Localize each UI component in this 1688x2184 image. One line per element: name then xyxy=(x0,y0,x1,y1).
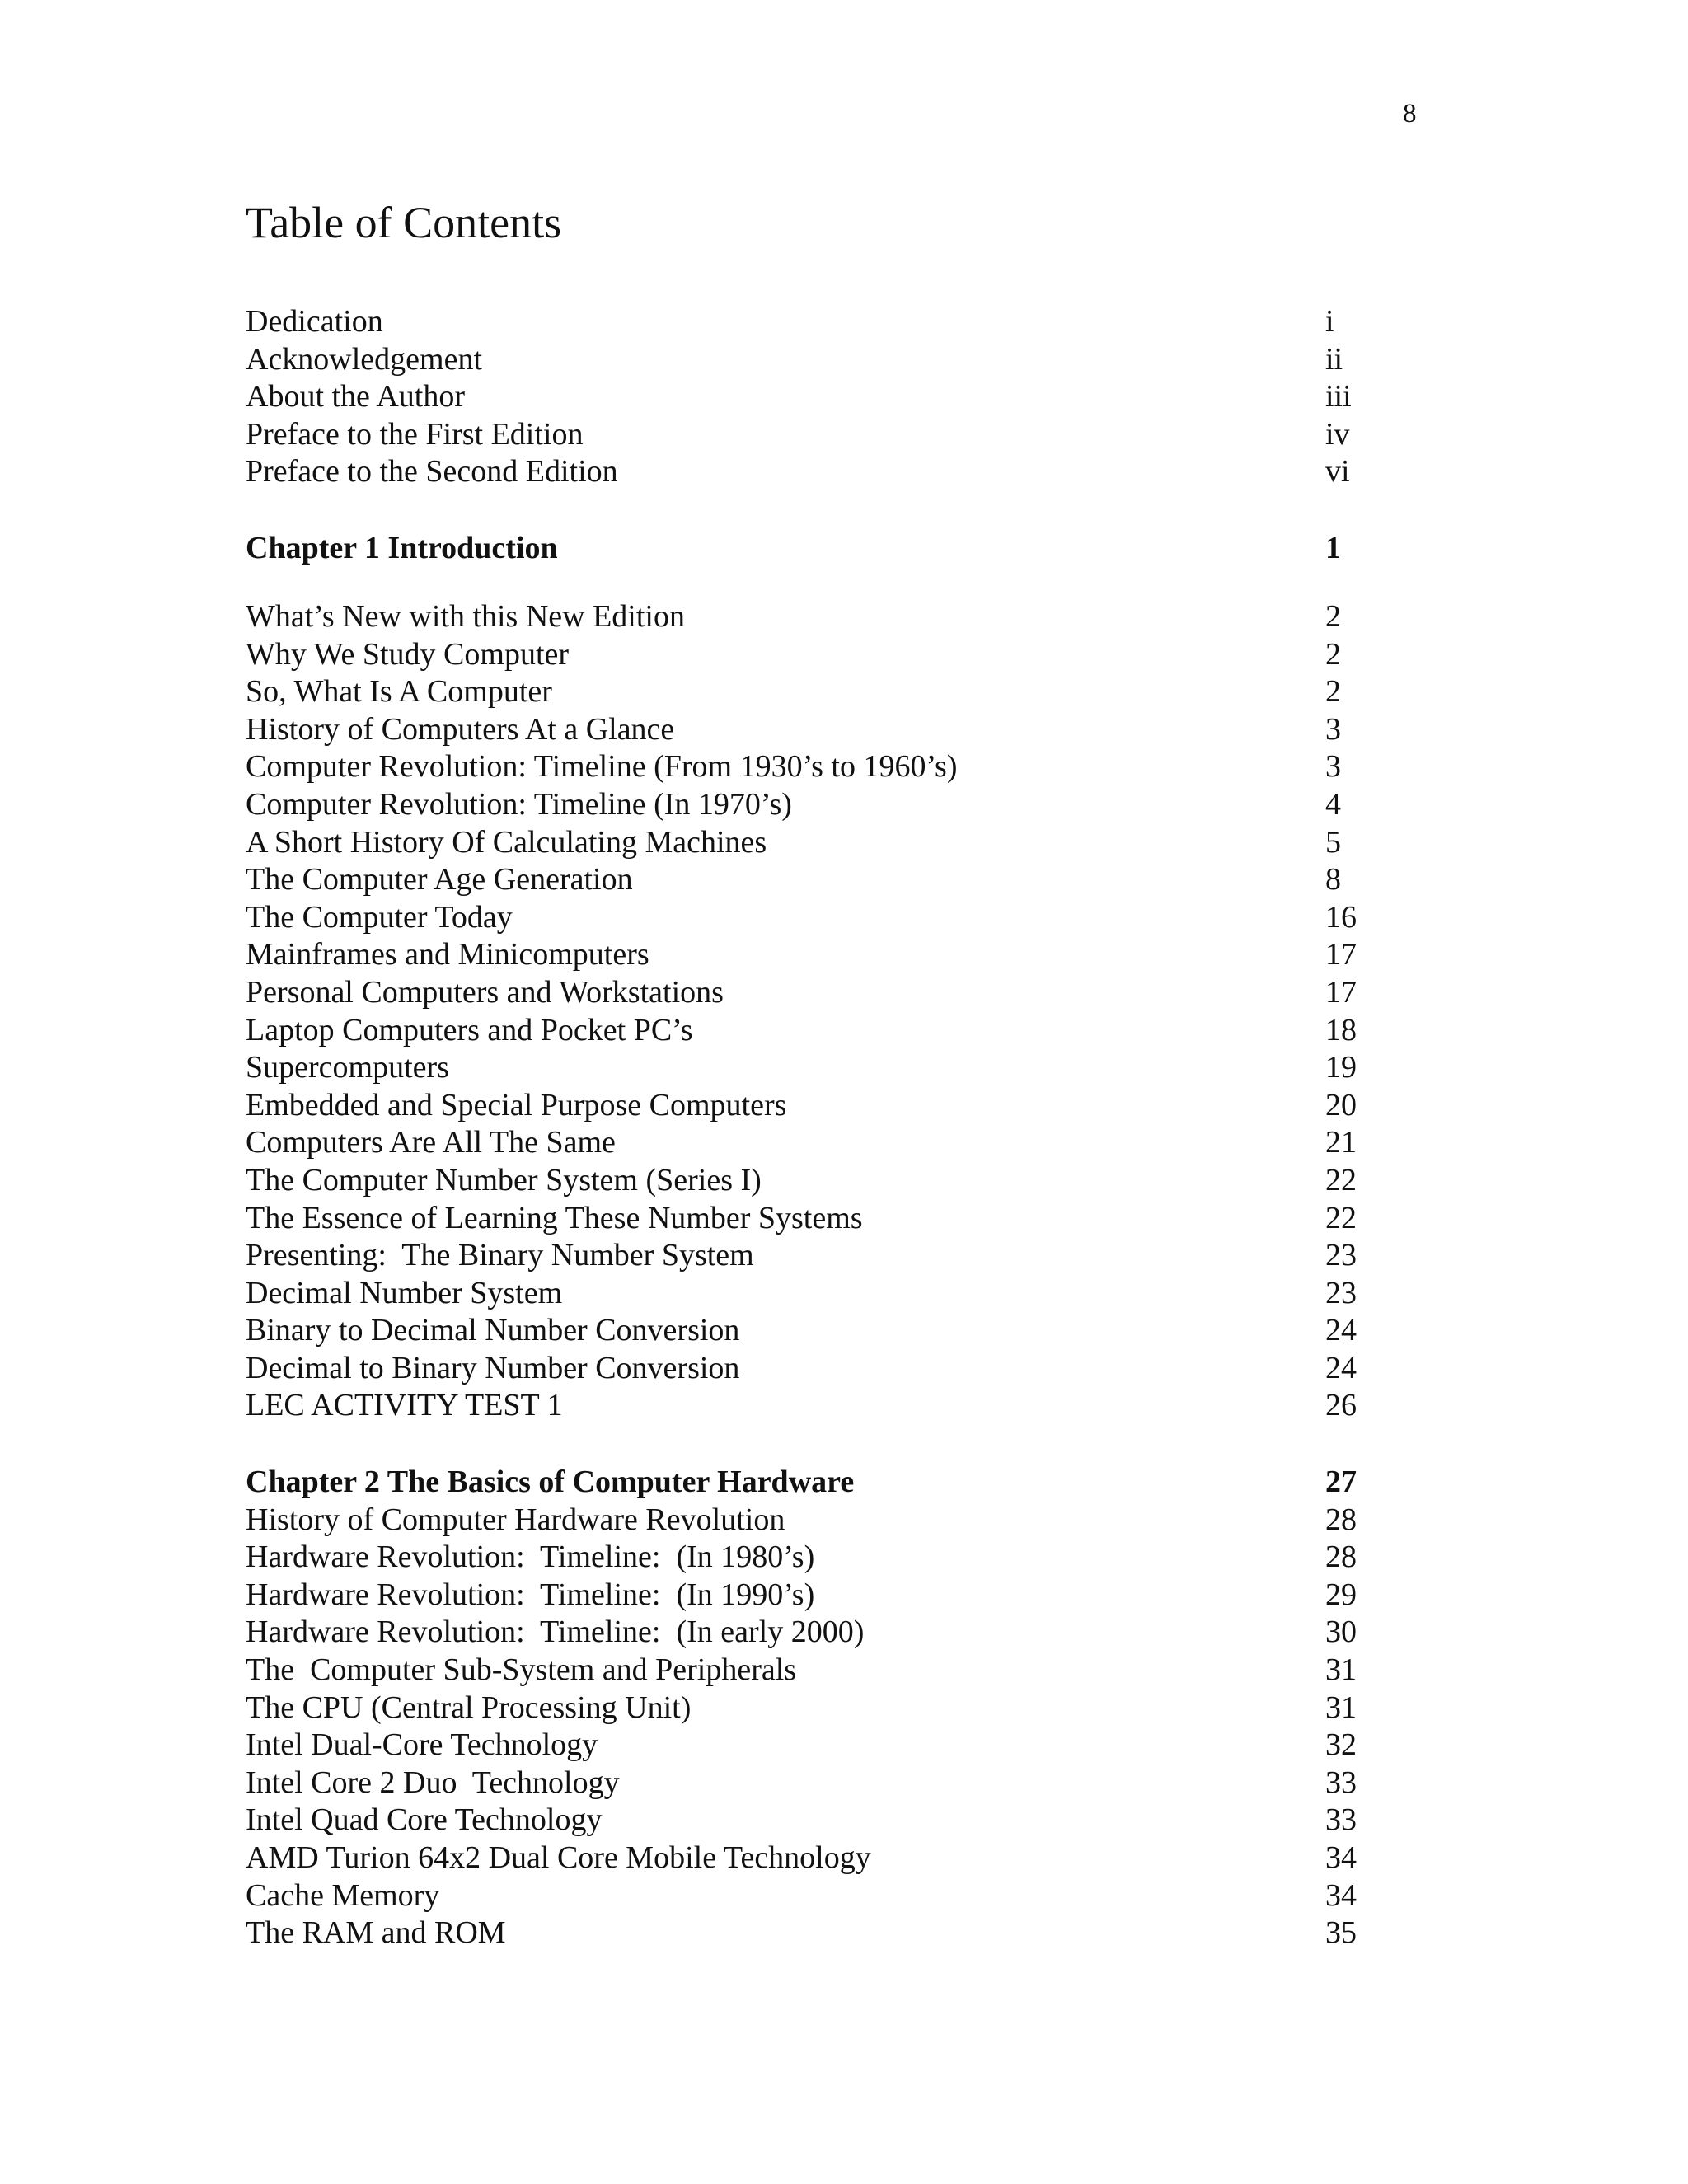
chapter-heading-page: 1 xyxy=(1325,531,1341,565)
toc-entry xyxy=(246,1049,1400,1087)
toc-entry-label: Laptop Computers and Pocket PC’s xyxy=(246,1012,693,1047)
toc-entry xyxy=(246,711,1400,749)
toc-entry-page: 34 xyxy=(1325,1840,1357,1875)
toc-entry-label: Preface to the First Edition xyxy=(246,416,584,452)
toc-entry-page: vi xyxy=(1325,454,1350,490)
toc-entry xyxy=(246,378,1400,416)
toc-entry-label: About the Author xyxy=(246,379,465,415)
toc-entry-label: Cache Memory xyxy=(246,1877,440,1913)
toc-entry-label: Dedication xyxy=(246,304,383,339)
toc-entry-page: 34 xyxy=(1325,1877,1357,1913)
toc-entry xyxy=(246,1877,1400,1915)
toc-entry-page: ii xyxy=(1325,341,1343,377)
toc-entry-page: 23 xyxy=(1325,1238,1357,1273)
toc-entry-page: i xyxy=(1325,304,1334,339)
chapter-heading-label: Chapter 2 The Basics of Computer Hardware xyxy=(246,1465,855,1499)
toc-entry-page: 17 xyxy=(1325,937,1357,972)
toc-entry-page: 33 xyxy=(1325,1765,1357,1800)
toc-entry xyxy=(246,1652,1400,1690)
toc-entry-page: 28 xyxy=(1325,1502,1357,1537)
chapter-1-heading-block xyxy=(246,530,1400,568)
toc-entry-label: The Computer Age Generation xyxy=(246,862,633,898)
toc-entry xyxy=(246,1915,1400,1952)
toc-entry-label: The RAM and ROM xyxy=(246,1915,506,1951)
toc-entry-label: A Short History Of Calculating Machines xyxy=(246,824,767,860)
toc-entry-page: 2 xyxy=(1325,674,1341,710)
toc-entry xyxy=(246,748,1400,786)
toc-entry-page: 2 xyxy=(1325,599,1341,634)
toc-entry-page: 4 xyxy=(1325,786,1341,822)
toc-entry-page: 32 xyxy=(1325,1727,1357,1763)
toc-entry-label: The Computer Number System (Series I) xyxy=(246,1162,762,1197)
toc-entry xyxy=(246,1162,1400,1200)
toc-entry-page: 22 xyxy=(1325,1200,1357,1235)
toc-entry-label: Mainframes and Minicomputers xyxy=(246,937,649,972)
toc-entry xyxy=(246,1200,1400,1238)
toc-entry-label: Computer Revolution: Timeline (From 1930’s to 1960’s) xyxy=(246,749,958,785)
toc-entry-label: Acknowledgement xyxy=(246,341,483,377)
toc-entry-label: Hardware Revolution: Timeline: (In 1980’s) xyxy=(246,1540,815,1575)
toc-entry xyxy=(246,673,1400,711)
toc-entry xyxy=(246,899,1400,937)
chapter-heading xyxy=(246,1464,1400,1502)
toc-entry-page: 20 xyxy=(1325,1087,1357,1122)
toc-entry-label: Hardware Revolution: Timeline: (In early 2000) xyxy=(246,1615,865,1650)
chapter-2-block xyxy=(246,1464,1400,1952)
toc-entry xyxy=(246,303,1400,341)
toc-entry-label: Decimal Number System xyxy=(246,1275,563,1310)
toc-entry-label: The Essence of Learning These Number Systems xyxy=(246,1200,863,1235)
toc-entry xyxy=(246,1502,1400,1540)
toc-entry-page: 2 xyxy=(1325,636,1341,672)
toc-entry-page: 30 xyxy=(1325,1615,1357,1650)
toc-entry-label: Intel Dual-Core Technology xyxy=(246,1727,598,1763)
toc-entry-page: iv xyxy=(1325,416,1350,452)
toc-entry-page: 8 xyxy=(1325,862,1341,898)
toc-entry-label: Binary to Decimal Number Conversion xyxy=(246,1313,740,1348)
toc-entry-label: Personal Computers and Workstations xyxy=(246,974,724,1010)
toc-entry-page: 31 xyxy=(1325,1652,1357,1687)
chapter-heading xyxy=(246,530,1400,568)
toc-entry-label: LEC ACTIVITY TEST 1 xyxy=(246,1388,563,1423)
toc-entry xyxy=(246,1312,1400,1350)
toc-entry xyxy=(246,636,1400,674)
toc-entry xyxy=(246,1012,1400,1050)
page-number: 8 xyxy=(1403,99,1417,129)
toc-entry xyxy=(246,341,1400,379)
toc-entry-page: 17 xyxy=(1325,974,1357,1010)
toc-entry xyxy=(246,974,1400,1012)
toc-entry xyxy=(246,1690,1400,1727)
toc-entry xyxy=(246,1350,1400,1388)
toc-entry xyxy=(246,598,1400,636)
toc-entry-page: 28 xyxy=(1325,1540,1357,1575)
toc-entry xyxy=(246,1614,1400,1652)
toc-entry-page: 21 xyxy=(1325,1125,1357,1160)
toc-entry-label: Computers Are All The Same xyxy=(246,1125,616,1160)
toc-entry-label: Presenting: The Binary Number System xyxy=(246,1238,754,1273)
toc-entry-label: Preface to the Second Edition xyxy=(246,454,618,490)
toc-entry-label: Decimal to Binary Number Conversion xyxy=(246,1350,740,1385)
toc-entry-page: 35 xyxy=(1325,1915,1357,1951)
toc-entry-label: Embedded and Special Purpose Computers xyxy=(246,1087,787,1122)
toc-entry xyxy=(246,453,1400,491)
toc-entry-page: 31 xyxy=(1325,1690,1357,1725)
page-title: Table of Contents xyxy=(246,198,562,247)
toc-entry xyxy=(246,1802,1400,1840)
toc-entry xyxy=(246,861,1400,899)
toc-entry xyxy=(246,1124,1400,1162)
toc-entry-label: Intel Core 2 Duo Technology xyxy=(246,1765,620,1800)
toc-entry xyxy=(246,1765,1400,1802)
chapter-heading-page: 27 xyxy=(1325,1465,1357,1499)
toc-entry-page: iii xyxy=(1325,379,1352,415)
toc-entry-label: The Computer Sub-System and Peripherals xyxy=(246,1652,797,1687)
toc-entry-label: The CPU (Central Processing Unit) xyxy=(246,1690,692,1725)
toc-entry-page: 23 xyxy=(1325,1275,1357,1310)
chapter-heading-label: Chapter 1 Introduction xyxy=(246,531,558,565)
toc-entry-page: 3 xyxy=(1325,711,1341,747)
toc-entry xyxy=(246,1087,1400,1125)
toc-entry-label: The Computer Today xyxy=(246,899,513,935)
toc-entry-label: AMD Turion 64x2 Dual Core Mobile Technology xyxy=(246,1840,871,1875)
toc-entry-page: 33 xyxy=(1325,1802,1357,1838)
toc-entry-label: History of Computer Hardware Revolution xyxy=(246,1502,785,1537)
toc-entry-label: History of Computers At a Glance xyxy=(246,711,675,747)
chapter-1-entries xyxy=(246,598,1400,1425)
toc-entry-page: 29 xyxy=(1325,1577,1357,1612)
toc-entry xyxy=(246,1577,1400,1615)
toc-entry-page: 19 xyxy=(1325,1050,1357,1085)
toc-entry xyxy=(246,936,1400,974)
toc-entry-page: 24 xyxy=(1325,1313,1357,1348)
toc-entry xyxy=(246,824,1400,862)
toc-entry-page: 3 xyxy=(1325,749,1341,785)
toc-entry xyxy=(246,1237,1400,1275)
toc-entry xyxy=(246,416,1400,454)
toc-entry-page: 22 xyxy=(1325,1162,1357,1197)
toc-entry xyxy=(246,786,1400,824)
toc-entry-label: What’s New with this New Edition xyxy=(246,599,685,634)
toc-entry-page: 5 xyxy=(1325,824,1341,860)
toc-entry xyxy=(246,1539,1400,1577)
front-matter-list xyxy=(246,303,1400,491)
toc-entry xyxy=(246,1387,1400,1425)
toc-entry-label: Supercomputers xyxy=(246,1050,449,1085)
toc-entry xyxy=(246,1840,1400,1877)
toc-entry-label: So, What Is A Computer xyxy=(246,674,552,710)
toc-entry-page: 24 xyxy=(1325,1350,1357,1385)
toc-entry xyxy=(246,1275,1400,1313)
toc-entry-label: Intel Quad Core Technology xyxy=(246,1802,603,1838)
toc-entry-label: Hardware Revolution: Timeline: (In 1990’s) xyxy=(246,1577,815,1612)
toc-entry-page: 26 xyxy=(1325,1388,1357,1423)
toc-entry-label: Computer Revolution: Timeline (In 1970’s) xyxy=(246,786,792,822)
toc-entry-label: Why We Study Computer xyxy=(246,636,570,672)
toc-entry-page: 18 xyxy=(1325,1012,1357,1047)
toc-entry-page: 16 xyxy=(1325,899,1357,935)
toc-entry xyxy=(246,1727,1400,1765)
